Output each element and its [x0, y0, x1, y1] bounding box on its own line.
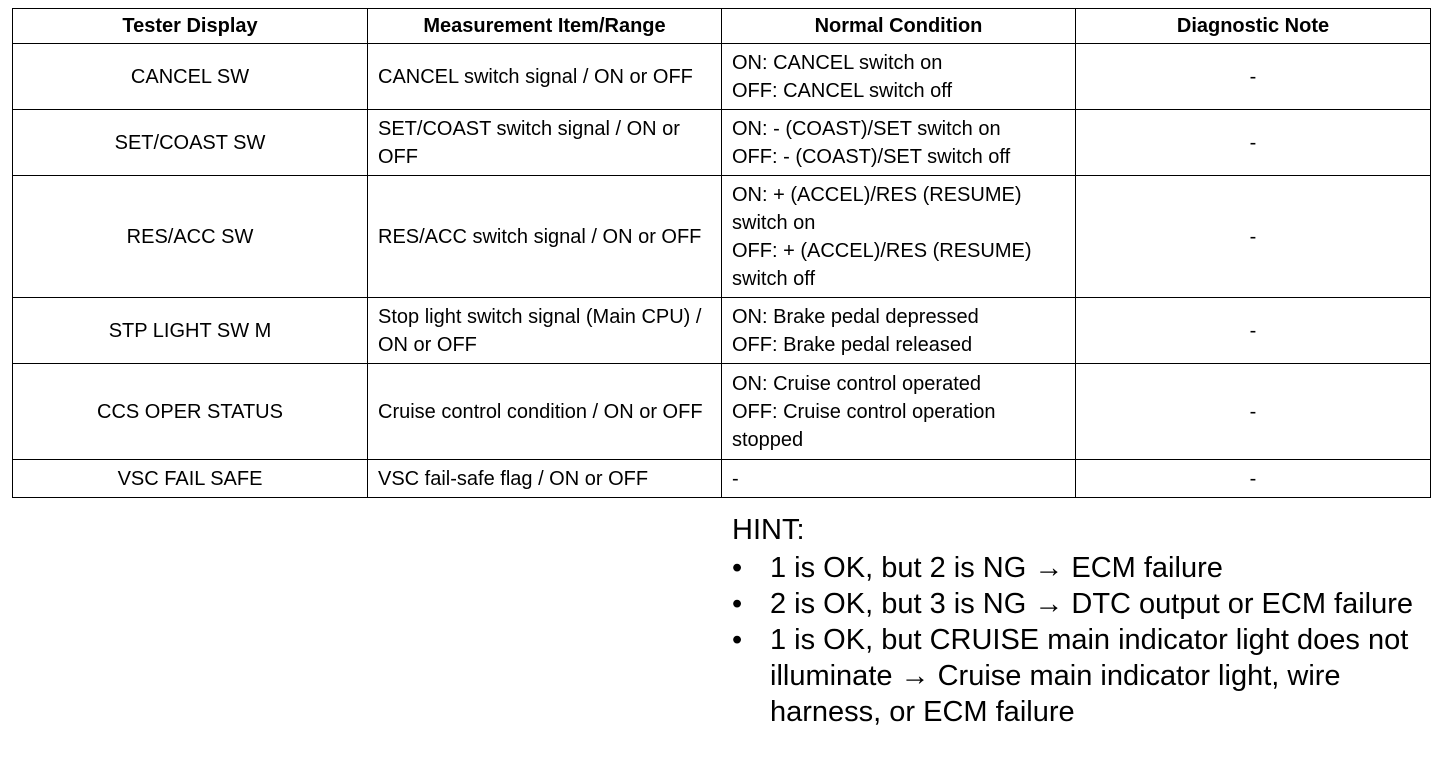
header-diagnostic-note: Diagnostic Note: [1076, 9, 1431, 44]
cell-measurement-item: RES/ACC switch signal / ON or OFF: [368, 176, 722, 298]
cell-measurement-item: Stop light switch signal (Main CPU) / ON or OFF: [368, 298, 722, 364]
normal-condition-line: -: [732, 467, 739, 490]
hint-item-text: 1 is OK, but CRUISE main indicator light does not illuminate → Cruise main indicator light, wire harness, or ECM failure: [770, 624, 1409, 728]
normal-condition-line: ON: Brake pedal depressed: [732, 305, 979, 328]
normal-condition-line: OFF: Cruise control operation stopped: [732, 400, 996, 451]
normal-condition-line: ON: CANCEL switch on: [732, 51, 943, 74]
cell-tester-display: RES/ACC SW: [13, 176, 368, 298]
cell-tester-display: CANCEL SW: [13, 44, 368, 110]
cell-diagnostic-note: -: [1076, 460, 1431, 498]
cell-tester-display: STP LIGHT SW M: [13, 298, 368, 364]
cell-normal-condition: [722, 176, 1076, 298]
normal-condition-line: OFF: CANCEL switch off: [732, 79, 953, 102]
table-row: [13, 110, 1431, 176]
cell-measurement-item: Cruise control condition / ON or OFF: [368, 364, 722, 460]
cell-normal-condition: [722, 364, 1076, 460]
header-normal-condition: Normal Condition: [722, 9, 1076, 44]
cell-tester-display: VSC FAIL SAFE: [13, 460, 368, 498]
hint-title: HINT:: [732, 514, 805, 546]
bullet-icon: •: [732, 588, 743, 620]
normal-condition-line: OFF: - (COAST)/SET switch off: [732, 145, 1011, 168]
cell-diagnostic-note: -: [1076, 44, 1431, 110]
hint-item: [732, 622, 1442, 730]
hint-item: [732, 550, 1442, 586]
table-row: [13, 460, 1431, 498]
cell-normal-condition: [722, 44, 1076, 110]
header-tester-display: Tester Display: [13, 9, 368, 44]
normal-condition-line: ON: + (ACCEL)/RES (RESUME) switch on: [732, 183, 1022, 234]
table-row: [13, 44, 1431, 110]
cell-normal-condition: [722, 298, 1076, 364]
hint-list: [732, 550, 1442, 730]
hint-item-text: 2 is OK, but 3 is NG → DTC output or ECM failure: [770, 588, 1414, 620]
hint-item-text: 1 is OK, but 2 is NG → ECM failure: [770, 552, 1223, 584]
table-header-row: [13, 9, 1431, 44]
normal-condition-line: ON: - (COAST)/SET switch on: [732, 117, 1001, 140]
bullet-icon: •: [732, 624, 743, 656]
table-row: [13, 364, 1431, 460]
normal-condition-line: OFF: + (ACCEL)/RES (RESUME) switch off: [732, 239, 1032, 290]
cell-measurement-item: CANCEL switch signal / ON or OFF: [368, 44, 722, 110]
hint-item: [732, 586, 1442, 622]
table-row: [13, 298, 1431, 364]
data-list-table: [12, 8, 1431, 498]
table-row: [13, 176, 1431, 298]
header-measurement-item: Measurement Item/Range: [368, 9, 722, 44]
cell-tester-display: CCS OPER STATUS: [13, 364, 368, 460]
normal-condition-line: OFF: Brake pedal released: [732, 333, 973, 356]
cell-diagnostic-note: -: [1076, 176, 1431, 298]
cell-diagnostic-note: -: [1076, 298, 1431, 364]
cell-tester-display: SET/COAST SW: [13, 110, 368, 176]
cell-normal-condition: [722, 460, 1076, 498]
cell-measurement-item: VSC fail-safe flag / ON or OFF: [368, 460, 722, 498]
cell-measurement-item: SET/COAST switch signal / ON or OFF: [368, 110, 722, 176]
cell-diagnostic-note: -: [1076, 110, 1431, 176]
cell-diagnostic-note: -: [1076, 364, 1431, 460]
bullet-icon: •: [732, 552, 743, 584]
hint-section: [732, 512, 1442, 730]
normal-condition-line: ON: Cruise control operated: [732, 372, 982, 395]
cell-normal-condition: [722, 110, 1076, 176]
